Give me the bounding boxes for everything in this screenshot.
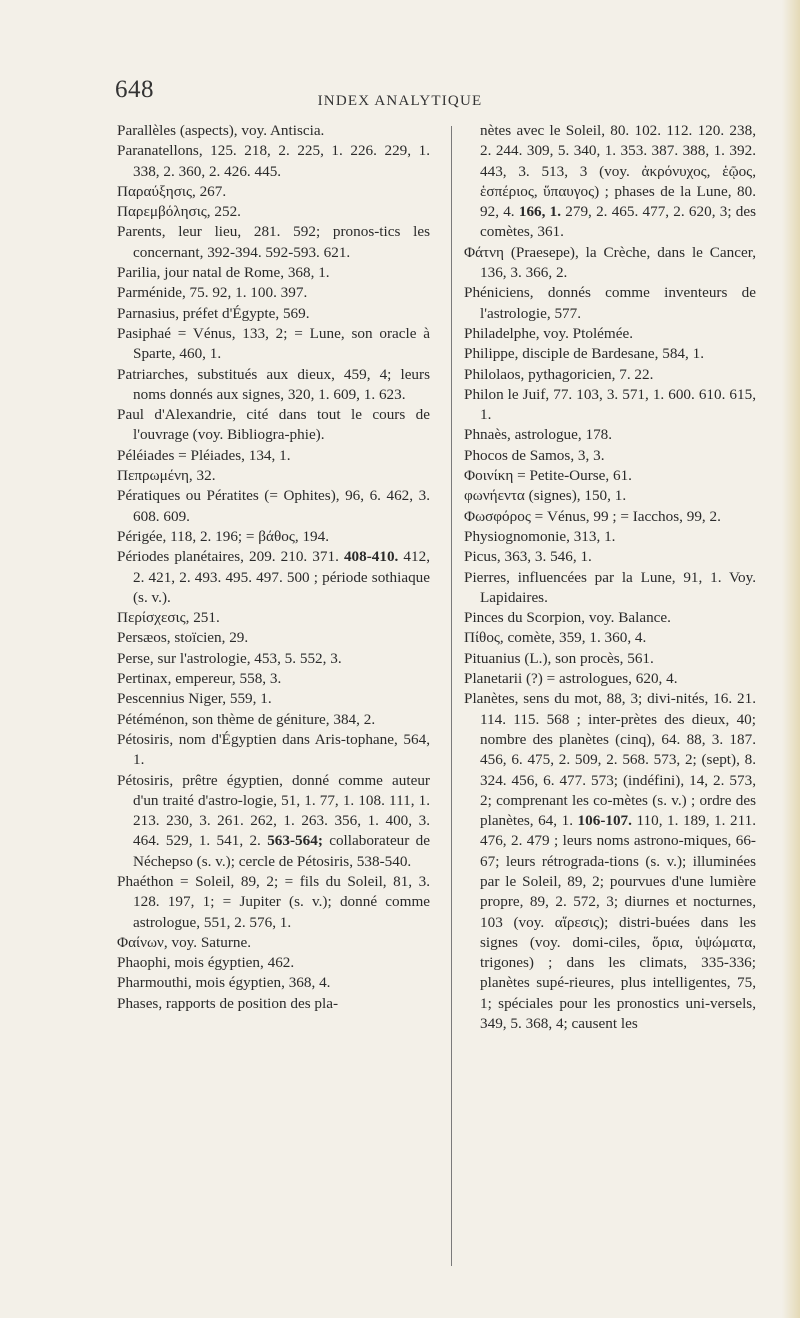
index-entry-parauxesis: Παραύξησις, 267.: [117, 182, 227, 200]
index-entry-pierres: Pierres, influencées par la Lune, 91, 1. Voy. Lapidaires.: [464, 568, 756, 606]
index-entry-picus: Picus, 363, 3. 546, 1.: [464, 548, 592, 566]
index-entry-paranatellons: Paranatellons, 125. 218, 2. 225, 1. 226. 229, 1. 338, 2. 360, 2. 426. 445.: [117, 142, 430, 180]
index-entry-periodes: Périodes planétaires, 209. 210. 371. 408-410. 412, 2. 421, 2. 493. 495. 497. 500 ; période sothiaque (s. v.).: [117, 548, 430, 606]
index-entry-petemenon: Pétéménon, son thème de géniture, 384, 2.: [117, 710, 376, 728]
index-entry-pinces: Pinces du Scorpion, voy. Balance.: [464, 609, 671, 627]
index-entry-parallelles: Parallèles (aspects), voy. Antiscia.: [117, 122, 325, 139]
index-entry-philippe: Philippe, disciple de Bardesane, 584, 1.: [464, 345, 704, 363]
index-entry-phosphoros: Φωσφόρος = Vénus, 99 ; = Iacchos, 99, 2.: [464, 507, 721, 525]
index-entry-philolaos: Philolaos, pythagoricien, 7. 22.: [464, 365, 654, 383]
index-entry-paul-alexandrie: Paul d'Alexandrie, cité dans tout le cours de l'ouvrage (voy. Bibliogra-phie).: [117, 406, 430, 444]
index-entry-paremboleesis: Παρεμβόλησις, 252.: [117, 203, 241, 221]
index-entry-phases-continued: nètes avec le Soleil, 80. 102. 112. 120. 238, 2. 244. 309, 5. 340, 1. 353. 387. 388, 1. 392. 443, 3. 513, 3 (voy. ἀκρόνυχος, ἑῷος, ἑσπέριος, ὕπαυγος) ; phases de la Lune, 80. 92, 4. 166, 1. 279, 2. 465. 477, 2. 620, 3; des comètes, 361.: [480, 122, 757, 241]
index-entry-phainon: Φαίνων, voy. Saturne.: [117, 933, 252, 951]
index-entry-parmenide: Parménide, 75. 92, 1. 100. 397.: [117, 284, 308, 302]
index-entry-phaophi: Phaophi, mois égyptien, 462.: [117, 954, 295, 972]
running-head: INDEX ANALYTIQUE: [317, 93, 483, 109]
page-edge-shadow: [782, 0, 800, 1318]
index-entry-phoneenta: φωνήεντα (signes), 150, 1.: [464, 487, 627, 505]
index-entry-perse: Perse, sur l'astrologie, 453, 5. 552, 3.: [117, 649, 342, 667]
index-entry-parents: Parents, leur lieu, 281. 592; pronos-tics les concernant, 392-394. 592-593. 621.: [117, 223, 430, 261]
index-entry-pasiphae: Pasiphaé = Vénus, 133, 2; = Lune, son oracle à Sparte, 460, 1.: [117, 324, 430, 363]
index-entry-parilia: Parilia, jour natal de Rome, 368, 1.: [117, 264, 330, 282]
index-entry-petosiris-aristophane: Pétosiris, nom d'Égyptien dans Aris-tophane, 564, 1.: [117, 730, 430, 769]
index-entry-pepromene: Πεπρωμένη, 32.: [117, 467, 216, 485]
index-entry-pescennius: Pescennius Niger, 559, 1.: [117, 690, 272, 708]
index-entry-phnaes: Phnaès, astrologue, 178.: [464, 426, 613, 444]
index-entry-peratiques: Pératiques ou Pératites (= Ophites), 96, 6. 462, 3. 608. 609.: [117, 487, 430, 525]
index-entry-peleiades: Péléiades = Pléiades, 134, 1.: [117, 446, 291, 464]
index-column-left: [117, 121, 430, 1014]
index-entry-philadelphe: Philadelphe, voy. Ptolémée.: [464, 324, 633, 342]
column-divider: [451, 126, 452, 1266]
index-entry-phatne: Φάτνη (Praesepe), la Crèche, dans le Cancer, 136, 3. 366, 2.: [464, 243, 756, 282]
index-entry-petosiris-pretre: Pétosiris, prêtre égyptien, donné comme auteur d'un traité d'astro-logie, 51, 1. 77, 1. 108. 111, 1. 213. 230, 3. 261. 262, 1. 263. 356, 1. 400, 3. 464. 529, 1. 541, 2. 563-564; collaborateur de Néchepso (s. v.); cercle de Pétosiris, 538-540.: [117, 771, 431, 870]
index-entry-patriarches: Patriarches, substitués aux dieux, 459, 4; leurs noms donnés aux signes, 320, 1. 609, 1. 623.: [117, 365, 430, 403]
index-entry-phocos: Phocos de Samos, 3, 3.: [464, 446, 605, 464]
index-entry-persaeos: Persæos, stoïcien, 29.: [117, 629, 249, 647]
index-entry-pertinax: Pertinax, empereur, 558, 3.: [117, 670, 282, 688]
index-entry-philon: Philon le Juif, 77. 103, 3. 571, 1. 600. 610. 615, 1.: [464, 385, 756, 424]
index-entry-planetes: Planètes, sens du mot, 88, 3; divi-nités, 16. 21. 114. 115. 568 ; inter-prètes des dieux, 40; nombre des planètes (cinq), 64. 88, 3. 187. 456, 6. 475, 2. 509, 2. 568. 573, 2; (sept), 8. 324. 456, 6. 477. 573; (indéfini), 14, 2. 573, 2; comprenant les co-mètes (s. v.) ; ordre des planètes, 64, 1. 106-107. 110, 1. 189, 1. 211. 476, 2. 479 ; leurs noms astrono-miques, 66-67; leurs rétrograda-tions (s. v.); illuminées par le Soleil, 89, 2; pourvues d'une lumière propre, 89, 2. 572, 3; diurnes et nocturnes, 103 (voy. αἵρεσις); distri-buées dans les signes (voy. domi-ciles, ὅρια, ὑψώματα, trigones) ; dans les climats, 335-336; planètes supé-rieures, plus intelligentes, 75, 1; spéciales pour les pronostics uni-versels, 349, 5. 368, 4; causent les: [464, 690, 756, 1033]
index-entry-planetarii: Planetarii (?) = astrologues, 620, 4.: [464, 670, 678, 688]
index-entry-pheniciens: Phéniciens, donnés comme inventeurs de l'astrologie, 577.: [464, 284, 756, 322]
index-entry-pharmouthi: Pharmouthi, mois égyptien, 368, 4.: [117, 974, 331, 992]
index-entry-perigee: Périgée, 118, 2. 196; = βάθος, 194.: [117, 527, 330, 545]
index-entry-phaethon: Phaéthon = Soleil, 89, 2; = fils du Soleil, 81, 3. 128. 197, 1; = Jupiter (s. v.); donné comme astrologue, 551, 2. 576, 1.: [117, 872, 430, 931]
index-entry-perischesis: Περίσχεσις, 251.: [117, 609, 220, 627]
index-entry-phoinike: Φοινίκη = Petite-Ourse, 61.: [464, 467, 632, 485]
index-entry-pituanius: Pituanius (L.), son procès, 561.: [464, 649, 654, 667]
page-number: 648: [115, 76, 154, 103]
index-entry-pithos: Πίθος, comète, 359, 1. 360, 4.: [464, 629, 647, 647]
index-entry-physiognomonie: Physiognomonie, 313, 1.: [464, 527, 616, 545]
index-entry-phases: Phases, rapports de position des pla-: [117, 994, 339, 1012]
index-entry-parnasius: Parnasius, préfet d'Égypte, 569.: [117, 304, 310, 322]
index-column-right: [464, 121, 756, 1034]
